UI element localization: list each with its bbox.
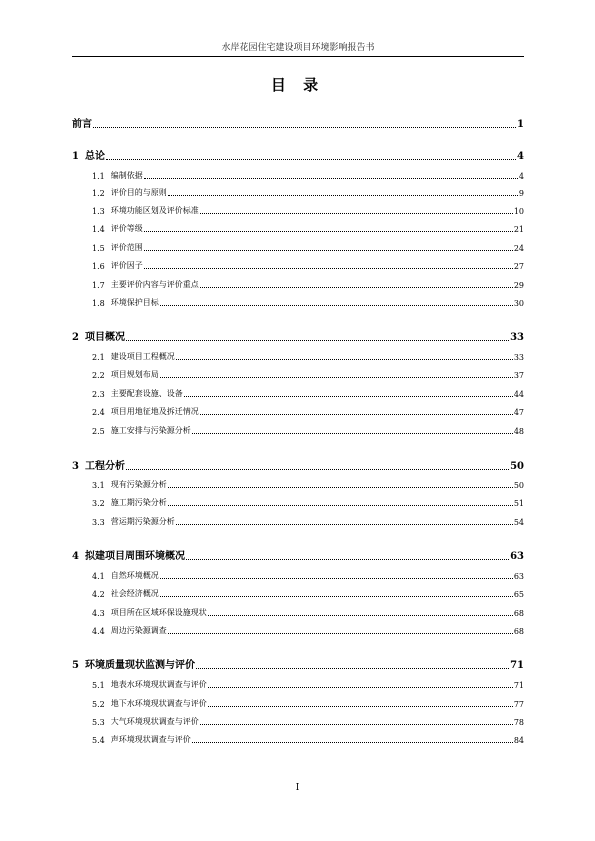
toc-title: 目 录 xyxy=(270,76,325,94)
dot-leader xyxy=(168,633,513,634)
dot-leader xyxy=(160,596,513,597)
toc-entry-title: 前言 xyxy=(72,119,92,130)
page-number: I xyxy=(295,783,300,793)
toc-section-entry[interactable] xyxy=(72,369,524,380)
toc-entry-number: 5.3 xyxy=(92,718,105,727)
dot-leader xyxy=(208,615,513,616)
dot-leader xyxy=(160,377,513,378)
dot-leader xyxy=(184,396,513,397)
toc-entry-number: 4.1 xyxy=(92,572,105,581)
toc-entry-title: 拟建项目周围环境概况 xyxy=(84,551,185,562)
toc-entry-number: 2 xyxy=(72,332,79,343)
toc-entry-page: 63 xyxy=(510,551,524,562)
dot-leader xyxy=(200,724,513,725)
toc-entry-number: 5 xyxy=(72,660,79,671)
toc-section-entry[interactable] xyxy=(72,588,524,599)
toc-entry-title: 主要配套设施、设备 xyxy=(110,389,183,398)
toc-entry-number: 4.3 xyxy=(92,609,105,618)
toc-entry-page: 29 xyxy=(513,281,524,290)
toc-chapter-entry[interactable] xyxy=(72,548,524,562)
dot-leader xyxy=(168,505,513,506)
toc-entry-number: 1.3 xyxy=(92,207,105,216)
toc-section-entry[interactable] xyxy=(72,260,524,271)
running-header: 水岸花园住宅建设项目环境影响报告书 xyxy=(221,43,375,53)
toc-section-entry[interactable] xyxy=(72,388,524,399)
toc-section-entry[interactable] xyxy=(72,607,524,618)
toc-entry-page: 33 xyxy=(510,332,524,343)
dot-leader xyxy=(186,559,509,560)
toc-entry-page: 84 xyxy=(513,736,524,745)
toc-section-entry[interactable] xyxy=(72,516,524,527)
toc-entry-page: 47 xyxy=(513,408,524,417)
header-rule xyxy=(72,56,524,57)
toc-section-entry[interactable] xyxy=(72,479,524,490)
toc-entry-title: 项目用地征地及拆迁情况 xyxy=(110,407,199,416)
toc-entry-title: 评价范围 xyxy=(110,243,143,252)
toc-section-entry[interactable] xyxy=(72,497,524,508)
toc-entry-page: 4 xyxy=(517,151,524,162)
toc-entry-number: 4.2 xyxy=(92,590,105,599)
toc-entry-page: 33 xyxy=(513,353,524,362)
toc-entry-title: 社会经济概况 xyxy=(110,589,159,598)
toc-entry-page: 48 xyxy=(513,427,524,436)
toc-entry-page: 9 xyxy=(518,189,524,198)
toc-entry-title: 大气环境现状调查与评价 xyxy=(110,717,199,726)
toc-entry-title: 项目规划布局 xyxy=(110,370,159,379)
toc-section-entry[interactable] xyxy=(72,625,524,636)
toc-entry-page: 78 xyxy=(513,718,524,727)
toc-entry-title: 评价因子 xyxy=(110,261,143,270)
toc-entry-title: 总论 xyxy=(84,151,105,162)
toc-section-entry[interactable] xyxy=(72,698,524,709)
toc-entry-number: 1.6 xyxy=(92,262,105,271)
toc-entry-page: 10 xyxy=(513,207,524,216)
toc-chapter-entry[interactable] xyxy=(72,329,524,343)
toc-entry-number: 1.5 xyxy=(92,244,105,253)
toc-entry-title: 声环境现状调查与评价 xyxy=(110,735,191,744)
dot-leader xyxy=(176,359,513,360)
toc-entry-number: 4.4 xyxy=(92,627,105,636)
toc-section-entry[interactable] xyxy=(72,716,524,727)
toc-entry-number: 2.4 xyxy=(92,408,105,417)
toc-entry-number: 1.8 xyxy=(92,299,105,308)
dot-leader xyxy=(126,469,509,470)
toc-entry-page: 71 xyxy=(510,660,524,671)
toc-entry-page: 63 xyxy=(513,572,524,581)
toc-entry-title: 营运期污染源分析 xyxy=(110,517,175,526)
toc-entry-page: 24 xyxy=(513,244,524,253)
toc-entry-page: 21 xyxy=(513,225,524,234)
toc-entry-title: 评价等级 xyxy=(110,224,143,233)
toc-entry-number: 5.1 xyxy=(92,681,105,690)
toc-entry-title: 施工期污染分析 xyxy=(110,498,167,507)
toc-section-entry[interactable] xyxy=(72,351,524,362)
dot-leader xyxy=(93,127,516,128)
toc-chapter-entry[interactable] xyxy=(72,148,524,162)
toc-entry-page: 4 xyxy=(518,172,524,181)
toc-entry-title: 建设项目工程概况 xyxy=(110,352,175,361)
toc-entry-title: 评价目的与原则 xyxy=(110,188,167,197)
toc-entry-title: 编制依据 xyxy=(110,171,143,180)
toc-entry-page: 65 xyxy=(513,590,524,599)
dot-leader xyxy=(200,287,513,288)
toc-entry-title: 地表水环境现状调查与评价 xyxy=(110,680,207,689)
toc-entry-number: 1.1 xyxy=(92,172,105,181)
toc-entry-page: 77 xyxy=(513,700,524,709)
dot-leader xyxy=(200,414,513,415)
dot-leader xyxy=(196,668,509,669)
toc-entry-page: 68 xyxy=(513,609,524,618)
toc-entry-title: 工程分析 xyxy=(84,461,125,472)
dot-leader xyxy=(168,195,518,196)
toc-entry-title: 项目概况 xyxy=(84,332,125,343)
dot-leader xyxy=(200,213,513,214)
toc-entry-title: 地下水环境现状调查与评价 xyxy=(110,699,207,708)
toc-entry-page: 54 xyxy=(513,518,524,527)
toc-section-entry[interactable] xyxy=(72,570,524,581)
toc-section-entry[interactable] xyxy=(72,170,524,181)
dot-leader xyxy=(144,178,518,179)
toc-entry-title: 主要评价内容与评价重点 xyxy=(110,280,199,289)
dot-leader xyxy=(126,340,509,341)
dot-leader xyxy=(192,433,513,434)
toc-entry-number: 5.2 xyxy=(92,700,105,709)
toc-entry-page: 44 xyxy=(513,390,524,399)
dot-leader xyxy=(106,159,516,160)
dot-leader xyxy=(144,250,513,251)
toc-entry-number: 3.2 xyxy=(92,499,105,508)
toc-section-entry[interactable] xyxy=(72,187,524,198)
toc-entry-title: 环境质量现状监测与评价 xyxy=(84,660,195,671)
toc-entry-page: 51 xyxy=(513,499,524,508)
toc-entry-number: 4 xyxy=(72,551,79,562)
toc-entry-number: 1.7 xyxy=(92,281,105,290)
toc-section-entry[interactable] xyxy=(72,425,524,436)
toc-entry-number: 2.2 xyxy=(92,371,105,380)
dot-leader xyxy=(176,524,513,525)
toc-section-entry[interactable] xyxy=(72,297,524,308)
toc-entry-title: 项目所在区域环保设施现状 xyxy=(110,608,207,617)
toc-entry-page: 50 xyxy=(513,481,524,490)
toc-entry-page: 50 xyxy=(510,461,524,472)
toc-entry-page: 1 xyxy=(517,119,524,130)
toc-chapter-entry[interactable] xyxy=(72,116,524,130)
toc-entry-page: 27 xyxy=(513,262,524,271)
toc-entry-title: 现有污染源分析 xyxy=(110,480,167,489)
toc-entry-number: 2.5 xyxy=(92,427,105,436)
toc-entry-page: 37 xyxy=(513,371,524,380)
toc-section-entry[interactable] xyxy=(72,679,524,690)
dot-leader xyxy=(208,706,513,707)
dot-leader xyxy=(144,268,513,269)
toc-entry-number: 2.3 xyxy=(92,390,105,399)
dot-leader xyxy=(144,231,513,232)
toc-entry-number: 3.1 xyxy=(92,481,105,490)
toc-section-entry[interactable] xyxy=(72,242,524,253)
toc-entry-title: 周边污染源调查 xyxy=(110,626,167,635)
toc-entry-title: 环境保护目标 xyxy=(110,298,159,307)
dot-leader xyxy=(160,578,513,579)
toc-entry-number: 1.2 xyxy=(92,189,105,198)
toc-section-entry[interactable] xyxy=(72,205,524,216)
dot-leader xyxy=(160,305,513,306)
toc-section-entry[interactable] xyxy=(72,406,524,417)
toc-entry-title: 环境功能区划及评价标准 xyxy=(110,206,199,215)
dot-leader xyxy=(168,487,513,488)
toc-section-entry[interactable] xyxy=(72,734,524,745)
toc-entry-page: 68 xyxy=(513,627,524,636)
toc-entry-number: 1.4 xyxy=(92,225,105,234)
toc-entry-number: 2.1 xyxy=(92,353,105,362)
toc-chapter-entry[interactable] xyxy=(72,458,524,472)
toc-entry-number: 1 xyxy=(72,151,79,162)
toc-entry-number: 3 xyxy=(72,461,79,472)
toc-entry-page: 71 xyxy=(513,681,524,690)
toc-entry-title: 自然环境概况 xyxy=(110,571,159,580)
toc-entry-page: 30 xyxy=(513,299,524,308)
dot-leader xyxy=(192,742,513,743)
toc-entry-number: 5.4 xyxy=(92,736,105,745)
toc-entry-title: 施工安排与污染源分析 xyxy=(110,426,191,435)
toc-section-entry[interactable] xyxy=(72,223,524,234)
toc-chapter-entry[interactable] xyxy=(72,657,524,671)
dot-leader xyxy=(208,687,513,688)
toc-section-entry[interactable] xyxy=(72,279,524,290)
toc-entry-number: 3.3 xyxy=(92,518,105,527)
